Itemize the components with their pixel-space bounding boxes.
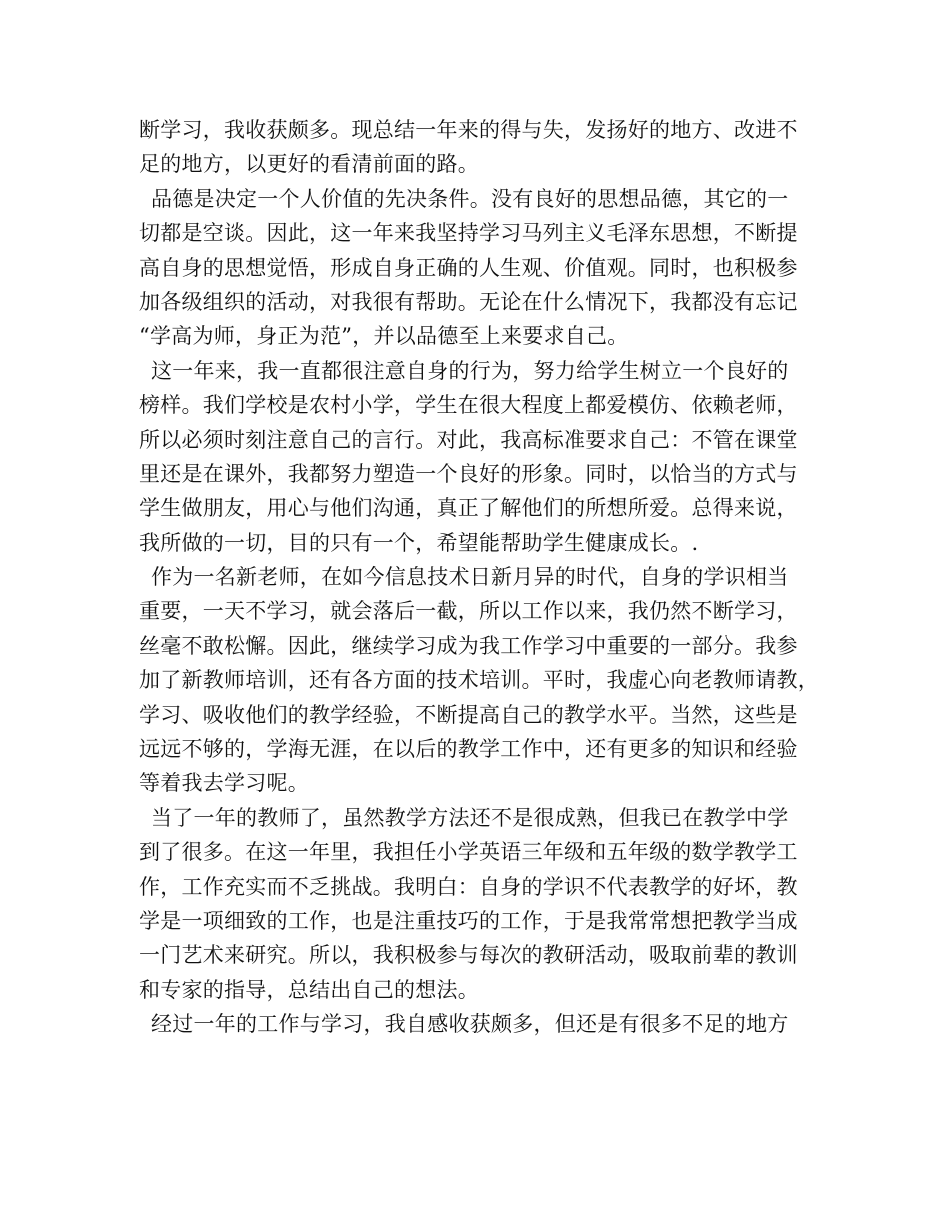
text-line: 加各级组织的活动，对我很有帮助。无论在什么情况下，我都没有忘记 — [139, 289, 798, 314]
text-line: “学高为师，身正为范”，并以品德至上来要求自己。 — [139, 324, 629, 349]
text-line: 到了很多。在这一年里，我担任小学英语三年级和五年级的数学教学工 — [139, 840, 798, 865]
text-line: 一门艺术来研究。所以，我积极参与每次的教研活动，吸取前辈的教训 — [139, 943, 798, 968]
text-line: 和专家的指导，总结出自己的想法。 — [139, 977, 479, 1002]
paragraph-start-line: 品德是决定一个人价值的先决条件。没有良好的思想品德，其它的一 — [151, 186, 789, 211]
text-line: 切都是空谈。因此，这一年来我坚持学习马列主义毛泽东思想，不断提 — [139, 221, 798, 246]
paragraph-start-line: 这一年来，我一直都很注意自身的行为，努力给学生树立一个良好的 — [151, 358, 789, 383]
text-line: 榜样。我们学校是农村小学，学生在很大程度上都爱模仿、依赖老师， — [139, 393, 798, 418]
text-line: 加了新教师培训，还有各方面的技术培训。平时，我虚心向老教师请教， — [139, 668, 819, 693]
text-line: 作，工作充实而不乏挑战。我明白：自身的学识不代表教学的好坏，教 — [139, 874, 798, 899]
paragraph-start-line: 当了一年的教师了，虽然教学方法还不是很成熟，但我已在教学中学 — [151, 805, 789, 830]
document-body — [139, 113, 829, 1042]
paragraph-start-line: 经过一年的工作与学习，我自感收获颇多，但还是有很多不足的地方 — [151, 1012, 789, 1037]
text-line: 里还是在课外，我都努力塑造一个良好的形象。同时，以恰当的方式与 — [139, 461, 798, 486]
text-line: 远远不够的，学海无涯，在以后的教学工作中，还有更多的知识和经验 — [139, 737, 798, 762]
text-line: 重要，一天不学习，就会落后一截，所以工作以来，我仍然不断学习， — [139, 599, 798, 624]
text-line: 学习、吸收他们的教学经验，不断提高自己的教学水平。当然，这些是 — [139, 702, 798, 727]
text-line: 等着我去学习呢。 — [139, 771, 309, 796]
text-line: 高自身的思想觉悟，形成自身正确的人生观、价值观。同时，也积极参 — [139, 255, 798, 280]
paragraph-start-line: 作为一名新老师，在如今信息技术日新月异的时代，自身的学识相当 — [151, 565, 789, 590]
text-line: 所以必须时刻注意自己的言行。对此，我高标准要求自己：不管在课堂 — [139, 427, 798, 452]
text-line: 我所做的一切，目的只有一个，希望能帮助学生健康成长。. — [139, 530, 699, 555]
text-line: 足的地方，以更好的看清前面的路。 — [139, 152, 479, 177]
text-line: 断学习，我收获颇多。现总结一年来的得与失，发扬好的地方、改进不 — [139, 118, 798, 142]
text-line: 学生做朋友，用心与他们沟通，真正了解他们的所想所爱。总得来说， — [139, 496, 798, 521]
text-line: 丝毫不敢松懈。因此，继续学习成为我工作学习中重要的一部分。我参 — [139, 633, 798, 658]
text-line: 学是一项细致的工作，也是注重技巧的工作，于是我常常想把教学当成 — [139, 908, 798, 933]
